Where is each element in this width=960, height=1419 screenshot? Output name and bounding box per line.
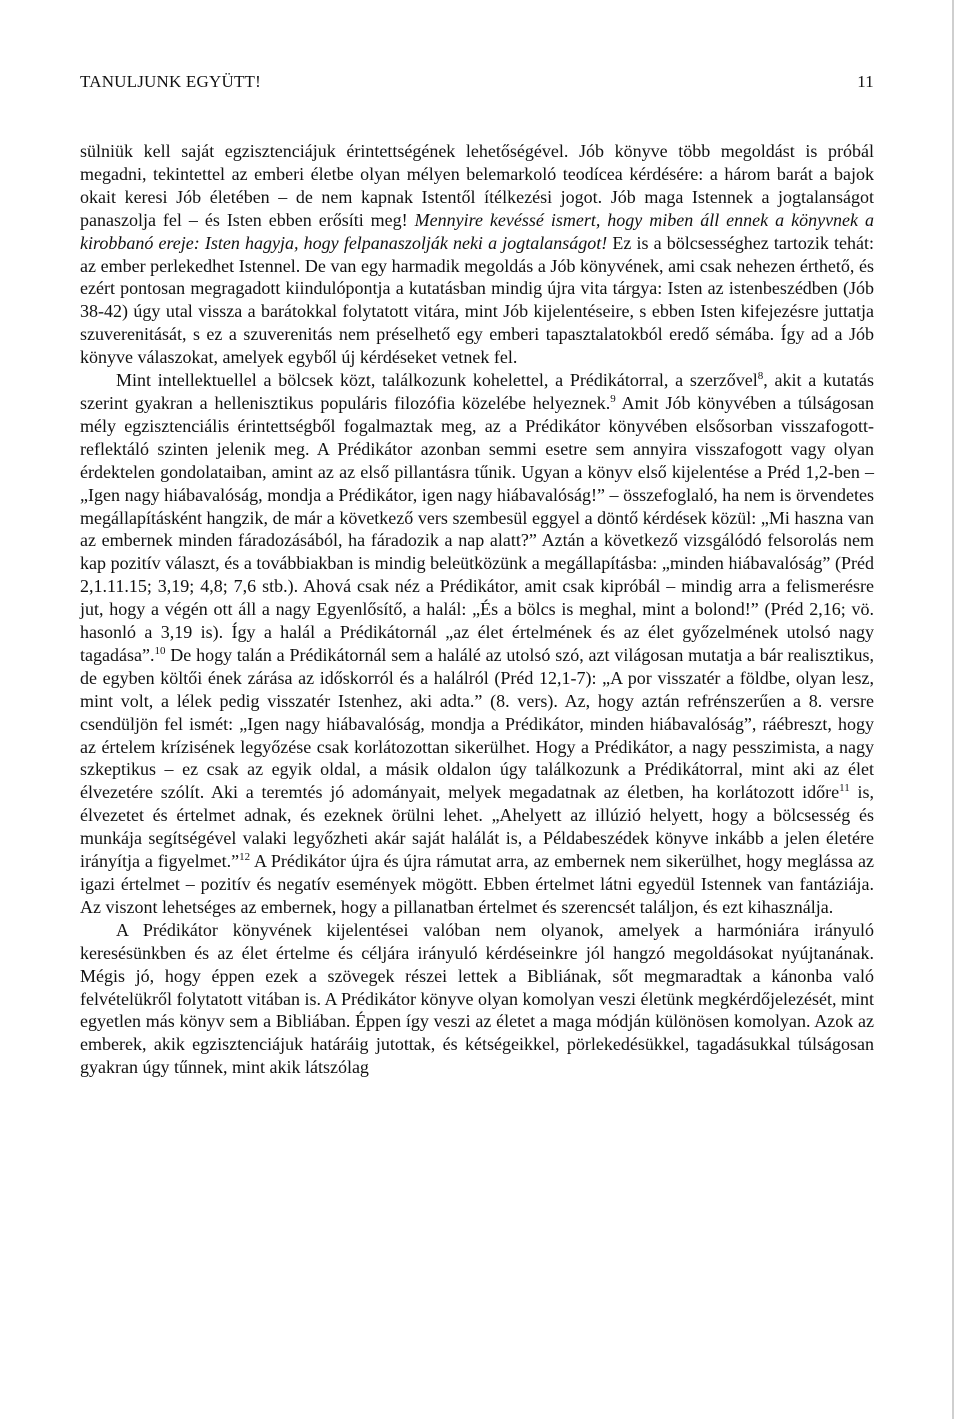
- footnote-ref-11: 11: [839, 782, 850, 795]
- running-title: TANULJUNK EGYÜTT!: [80, 72, 261, 91]
- paragraph-2-text-e: is, élvezetet és értelmet adnak, és ezeknek örülni lehet. „Ahelyett az illúzió helyett, hogy a bölcsesség és munkája segítségével valaki legyőzheti akár saját halálát is, a Példabeszédek könyve inkább a jelen életére irányítja a figyelmet.”: [80, 782, 874, 872]
- paragraph-1-text-a: sülniük kell saját egzisztenciájuk érintettségének lehetőségével. Jób könyve több megoldást is próbál megadni, tekintettel az emberi életbe olyan mélyen belemarkoló teodícea kérdésére: a három barát a bajok okait keresi Jób életében – de nem kapnak Istentől ítélkezési jogot. Jób maga Istennek a jogtalanságot panaszolja fel – és Isten ebben erősíti meg!: [80, 141, 874, 230]
- paragraph-2-text-a: Mint intellektuellel a bölcsek közt, találkozunk kohelettel, a Prédikátorral, a szerzővel: [116, 370, 758, 391]
- footnote-ref-12: 12: [239, 851, 251, 864]
- footnote-ref-9: 9: [610, 392, 616, 405]
- paragraph-2-text-b: , akit a kutatás szerint gyakran a hellenisztikus populáris filozófia közelébe helyeznek.: [80, 370, 874, 413]
- paragraph-2: [80, 369, 874, 919]
- paragraph-3-text: A Prédikátor könyvének kijelentései valóban nem olyanok, amelyek a harmóniára irányuló keresésünkben és az élet értelme és céljára irányuló kérdéseinkre jól hangzó megoldásokat nyújtanának. Mégis jó, hogy éppen ezek a szövegek részei lettek a Bibliának, sőt megmaradtak a kánonba való felvételükről folytatott vitában is. A Prédikátor könyve olyan komolyan veszi életünk megkérdőjelezését, mint egyetlen más könyv sem a Bibliában. Éppen így veszi az életet a maga módján különösen komolyan. Azok az emberek, akik egzisztenciájuk határáig jutottak, és kétségeikkel, pörlekedésükkel, tagadásukkal túlságosan gyakran úgy tűnnek, mint akik látszólag: [80, 919, 874, 1078]
- paragraph-3: [80, 919, 874, 1079]
- page-number: 11: [857, 72, 874, 91]
- body-text: [80, 140, 874, 1079]
- running-header: [80, 72, 874, 92]
- paragraph-1-text-b: Ez is a bölcsességhez tartozik tehát: az ember perlekedhet Istennel. De van egy harmadik megoldás a Jób könyvének, ami csak nehezen érthető, és ezért pontosan megragadott kiindulópontja a kutatásban mindig újra vita tárgya: Isten az istenbeszédben (Jób 38-42) úgy utal vissza a barátokkal folytatott vitára, mint Jób kijelentéseire, s ebben Isten kifejezésre juttatja szuverenitását, s ez a szuverenitás nem préselhető egy emberi tapasztalatokból eredő sémába. Így ad a Jób könyve válaszokat, amelyek egyből új kérdéseket vetnek fel.: [80, 232, 874, 368]
- paragraph-2-text-f: A Prédikátor újra és újra rámutat arra, az embernek nem sikerülhet, hogy meglássa az igazi értelmet – pozitív és negatív események mögött. Ebben értelmet látni egyedül Istennek van fantáziája. Az viszont lehetséges az embernek, hogy a pillanatban értelmet és szerencsét találjon, és ezt kihasználja.: [80, 851, 874, 917]
- paragraph-2-text-d: De hogy talán a Prédikátornál sem a halálé az utolsó szó, azt világosan mutatja a bár realisztikus, de egyben költői ének zárása az időskorról és a halálról (Préd 12,1-7): „A por visszatér a földbe, olyan lesz, mint volt, a lélek pedig visszatér Istenhez, aki adta.” (8. vers). Az, hogy aztán refrénszerűen a 8. versre csendüljön fel ismét: „Igen nagy hiábavalóság, mondja a Prédikátor, minden hiábavalóság”, ráébreszt, hogy az értelem krízisének legyőzése csak korlátozottan sikerülhet. Hogy a Prédikátor, a nagy pesszimista, a nagy szkeptikus – ez csak az egyik oldal, a másik oldalon úgy találkozunk a Prédikátorral, mint aki az élet élvezetére szólít. Aki a teremtés jó adományait, melyek megadatnak az életben, ha korlátozott időre: [80, 644, 874, 803]
- footnote-ref-10: 10: [154, 644, 166, 657]
- scan-edge-line: [952, 0, 954, 1419]
- paragraph-1: [80, 140, 874, 369]
- footnote-ref-8: 8: [757, 370, 764, 383]
- paragraph-1-italic-quote: Mennyire kevéssé ismert, hogy miben áll ennek a könyvnek a kirobbanó ereje: Isten hagyja, hogy felpanaszolják neki a jogtalanságot!: [80, 209, 875, 253]
- paragraph-2-text-c: Amit Jób könyvében a túlságosan mély egzisztenciális érintettségből fogalmaztak meg, az a Prédikátor könyvében elsősorban visszafogott-reflektáló szinten jelenik meg. A Prédikátor azonban semmi esetre sem annyira visszafogott vagy olyan érdektelen gondolataiban, amint az az első pillantásra tűnik. Ugyan a könyv első kijelentése a Préd 1,2-ben – „Igen nagy hiábavalóság, mondja a Prédikátor, igen nagy hiábavalóság!” – összefoglaló, ha nem is örvendetes megállapításként hangzik, de már a következő vers szembesül eggyel a döntő kérdések közül: „Mi haszna van az embernek minden fáradozásából, ha fáradozik a nap alatt?” Aztán a következő vizsgálódó felsorolás nem kap pozitív választ, és a továbbiakban is mindig beleütközünk a megállapításba: „minden hiábavalóság” (Préd 2,1.11.15; 3,19; 4,8; 7,6 stb.). Ahová csak néz a Prédikátor, amit csak kipróbál – mindig arra a felismerésre jut, hogy a végén ott áll a nagy Egyenlősítő, a halál: „És a bölcs is meghal, mint a bolond!” (Préd 2,16; vö. hasonló a 3,19 is). Így a halál a Prédikátornál „az élet értelmének és az élet győzelmének utolsó nagy tagadása”.: [80, 392, 874, 665]
